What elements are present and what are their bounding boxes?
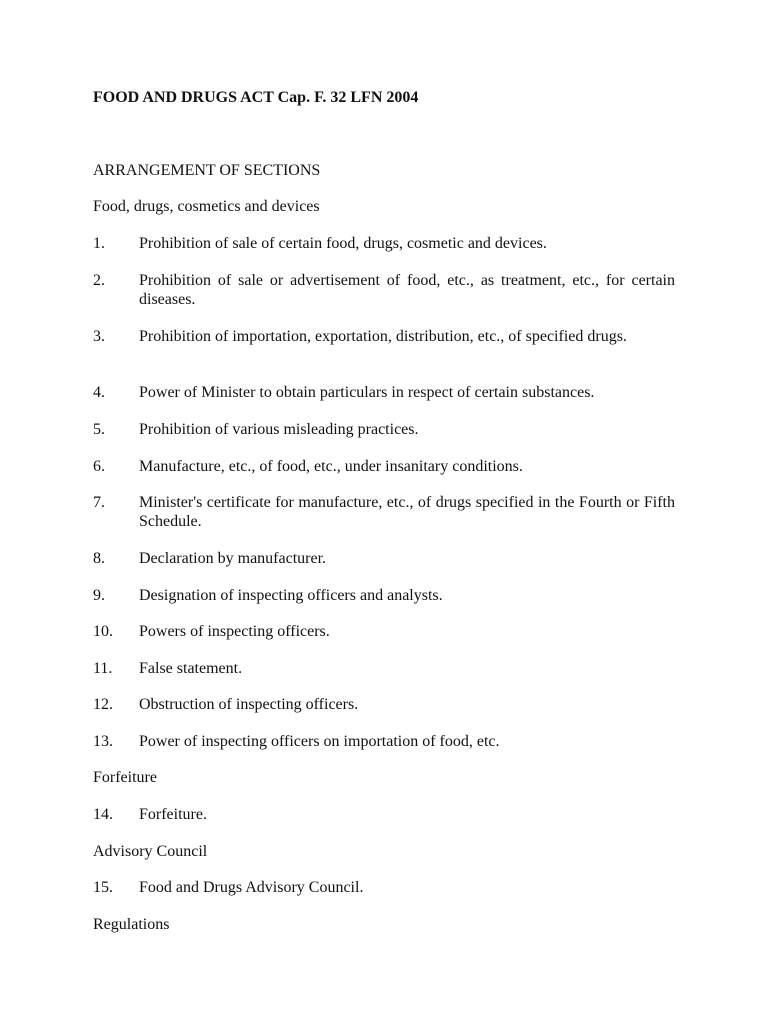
- section-title: False statement.: [139, 660, 243, 677]
- section-number: 1.: [93, 235, 105, 252]
- section-title: Prohibition of sale or advertisement of food, etc., as treatment, etc., for certain diseases.: [139, 272, 675, 308]
- section-item-1: [93, 234, 675, 253]
- section-title: Prohibition of importation, exportation, distribution, etc., of specified drugs.: [139, 328, 627, 345]
- section-number: 6.: [93, 458, 105, 475]
- section-number: 3.: [93, 328, 105, 345]
- document-title: FOOD AND DRUGS ACT Cap. F. 32 LFN 2004: [93, 89, 419, 106]
- section-item-10: [93, 622, 675, 641]
- section-number: 10.: [93, 623, 113, 640]
- section-number: 2.: [93, 272, 105, 289]
- section-number: 9.: [93, 587, 105, 604]
- section-item-7: [93, 493, 675, 531]
- section-number: 8.: [93, 550, 105, 567]
- section-number: 5.: [93, 421, 105, 438]
- section-item-15: [93, 878, 675, 897]
- section-title: Minister's certificate for manufacture, etc., of drugs specified in the Fourth or Fifth Schedule.: [139, 494, 675, 530]
- section-item-11: [93, 659, 675, 678]
- section-title: Power of inspecting officers on importation of food, etc.: [139, 733, 500, 750]
- section-item-9: [93, 586, 675, 605]
- section-title: Declaration by manufacturer.: [139, 550, 327, 567]
- section-item-8: [93, 549, 675, 568]
- section-item-2: [93, 271, 675, 309]
- section-title: Designation of inspecting officers and analysts.: [139, 587, 443, 604]
- section-item-5: [93, 420, 675, 439]
- section-title: Forfeiture.: [139, 806, 207, 823]
- section-item-13: [93, 732, 675, 751]
- section-number: 12.: [93, 696, 113, 713]
- group-heading-forfeiture: Forfeiture: [93, 769, 157, 786]
- section-title: Food and Drugs Advisory Council.: [139, 879, 364, 896]
- section-number: 13.: [93, 733, 113, 750]
- arrangement-heading: ARRANGEMENT OF SECTIONS: [93, 162, 321, 179]
- section-item-12: [93, 695, 675, 714]
- section-title: Powers of inspecting officers.: [139, 623, 330, 640]
- section-item-4: [93, 383, 675, 402]
- section-item-3: [93, 327, 675, 346]
- section-number: 11.: [93, 660, 113, 677]
- section-title: Prohibition of various misleading practices.: [139, 421, 419, 438]
- section-number: 15.: [93, 879, 113, 896]
- section-item-14: [93, 805, 675, 824]
- section-number: 7.: [93, 494, 105, 511]
- group-heading-regulations: Regulations: [93, 916, 170, 933]
- section-title: Power of Minister to obtain particulars in respect of certain substances.: [139, 384, 595, 401]
- section-number: 14.: [93, 806, 113, 823]
- section-item-6: [93, 457, 675, 476]
- section-number: 4.: [93, 384, 105, 401]
- section-title: Prohibition of sale of certain food, drugs, cosmetic and devices.: [139, 235, 547, 252]
- section-title: Manufacture, etc., of food, etc., under insanitary conditions.: [139, 458, 523, 475]
- group-heading-food-drugs: Food, drugs, cosmetics and devices: [93, 198, 320, 215]
- section-title: Obstruction of inspecting officers.: [139, 696, 359, 713]
- group-heading-advisory-council: Advisory Council: [93, 843, 208, 860]
